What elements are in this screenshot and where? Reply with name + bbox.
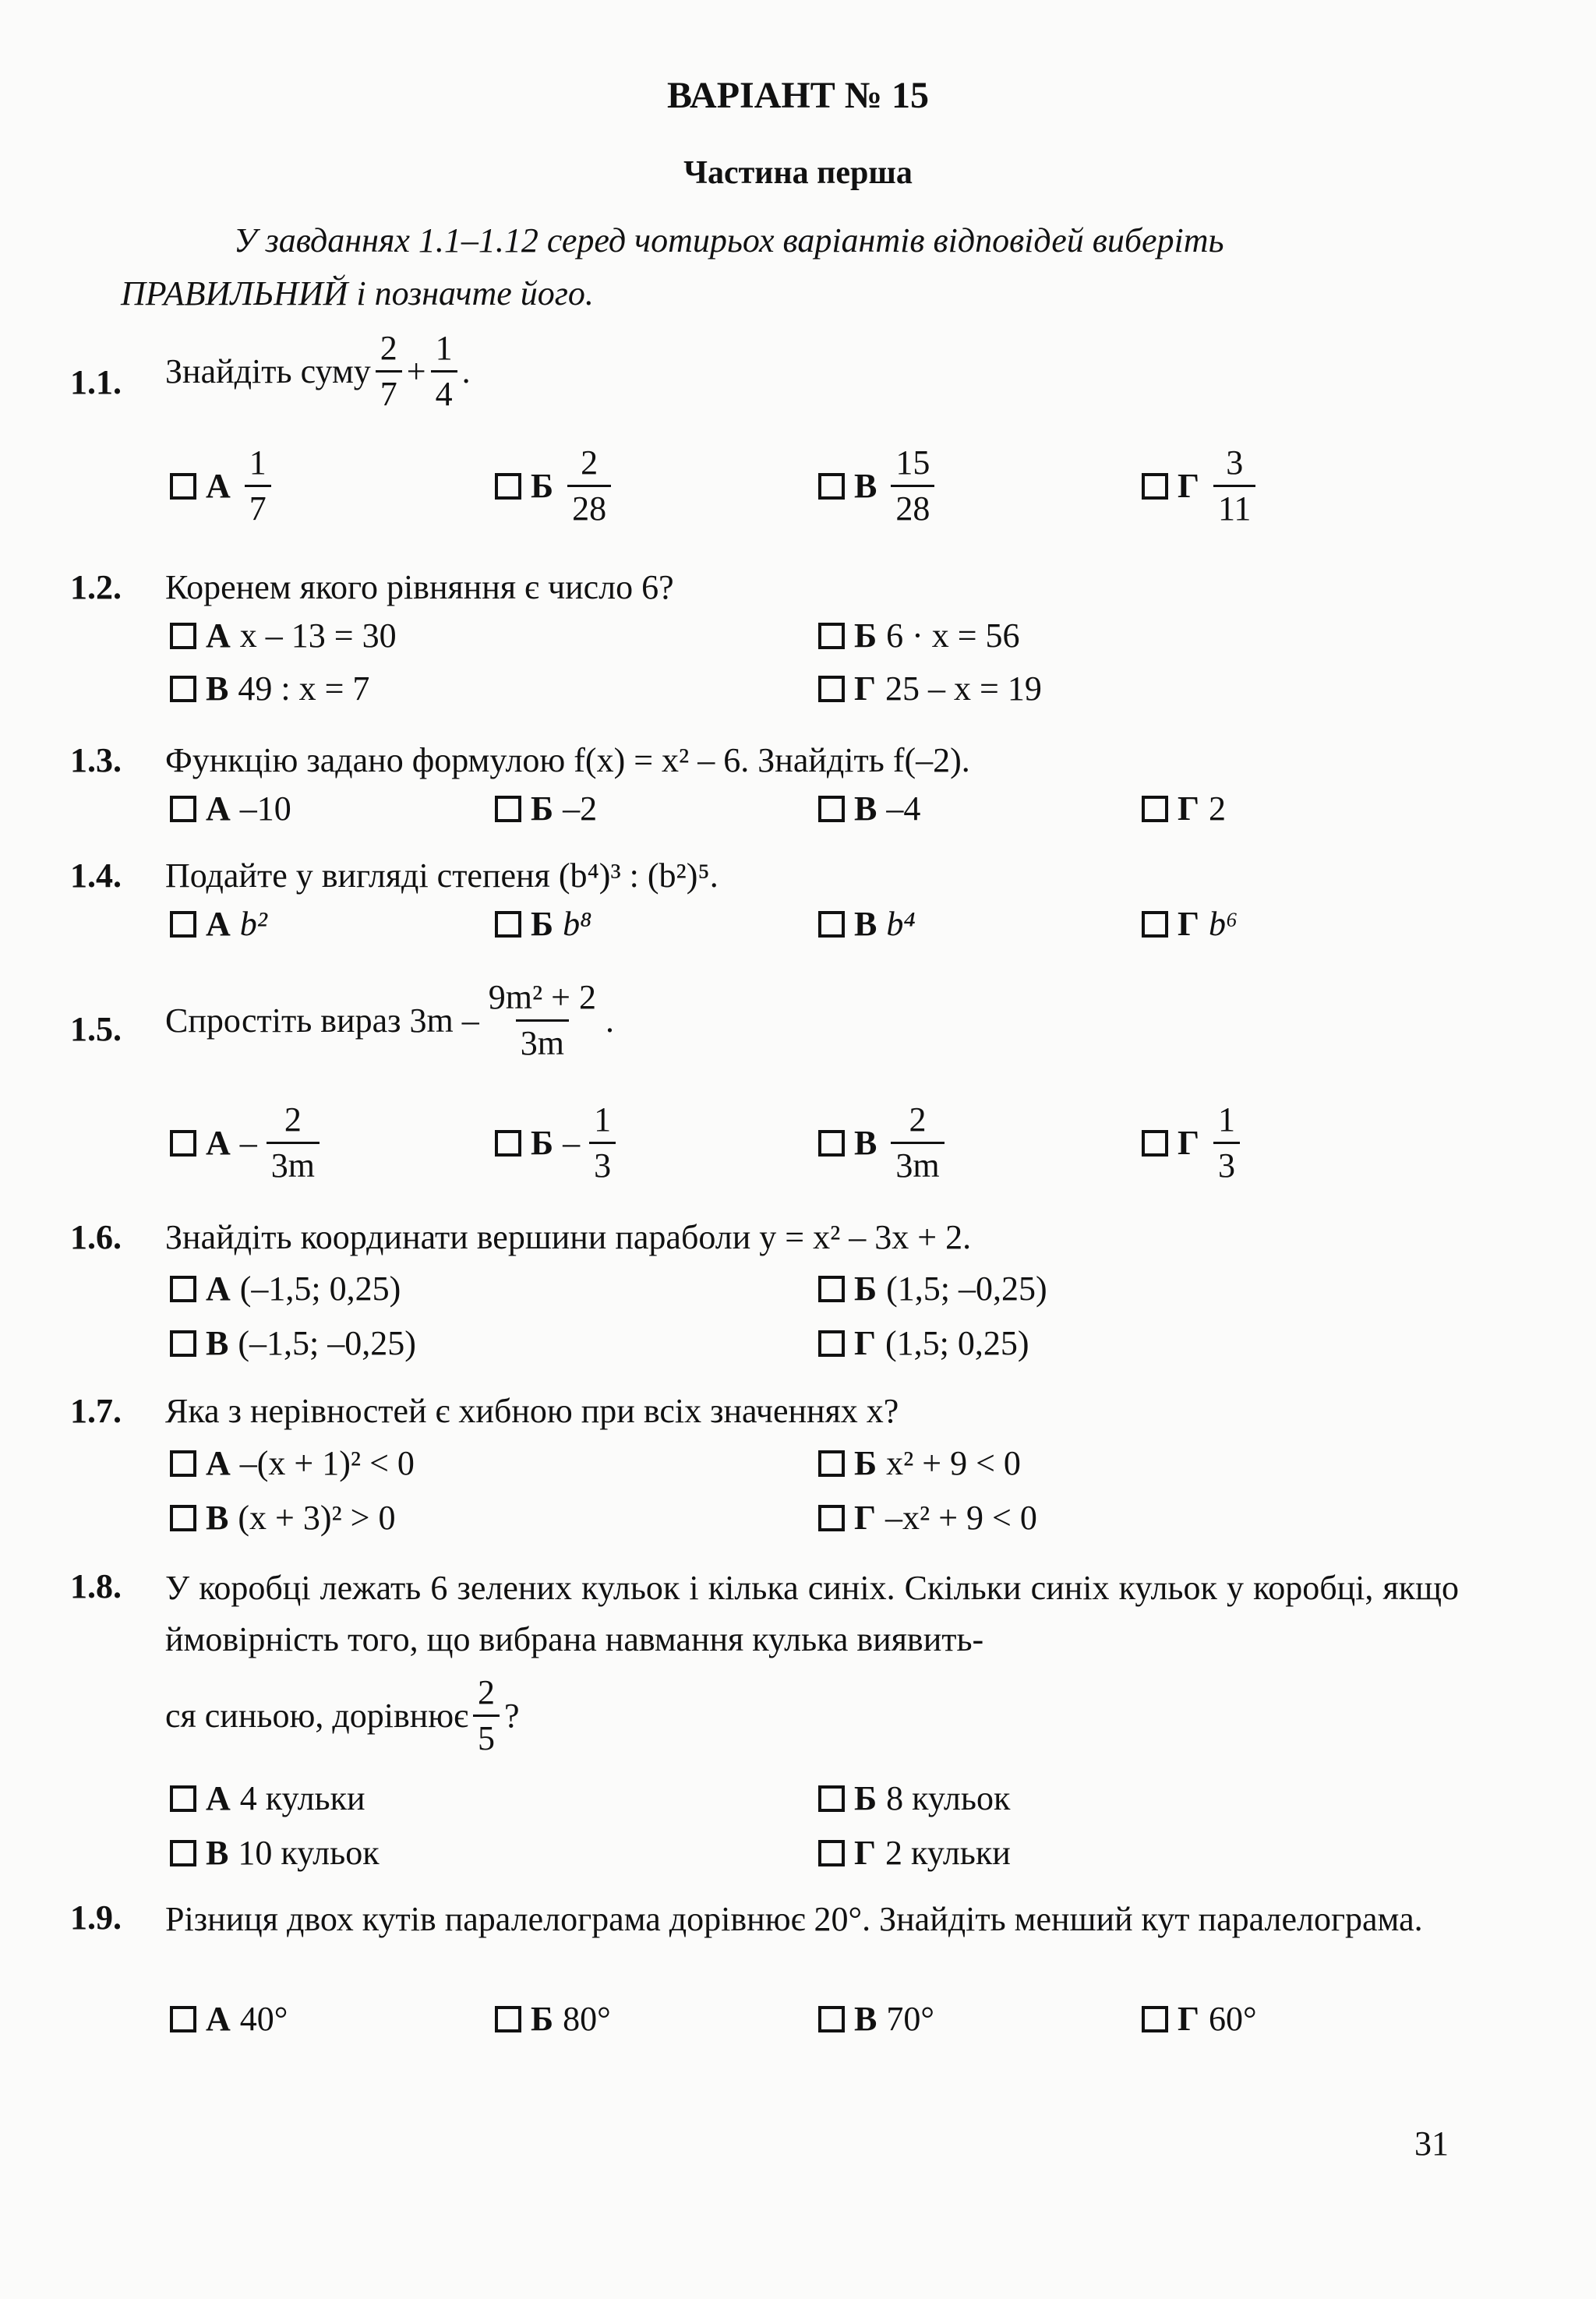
answer-option-g[interactable] [1142,1999,1257,2039]
question-label: Знайдіть суму [165,352,371,390]
option-letter: Г [1178,2000,1199,2038]
fraction [589,1100,616,1185]
checkbox[interactable] [495,473,521,500]
denominator: 7 [245,485,271,526]
checkbox[interactable] [170,1840,196,1866]
option-letter: В [206,1834,229,1872]
checkbox[interactable] [818,796,845,822]
option-text: 80° [563,2000,611,2038]
part-subtitle: Частина перша [683,155,913,191]
denominator: 3m [516,1019,569,1061]
option-text: b⁴ [886,905,916,943]
option-letter: А [206,616,231,655]
answer-option-a[interactable] [170,443,276,528]
option-letter: Г [854,1324,876,1362]
option-text: (x + 3)² > 0 [238,1499,396,1537]
option-letter: Б [531,2000,554,2038]
fraction [891,443,934,528]
option-letter: Г [854,669,876,708]
option-text: –2 [563,789,598,828]
variant-title: ВАРІАНТ № 15 [667,75,929,116]
option-text: 2 [1209,789,1226,828]
question-text: Коренем якого рівняння є число 6? [165,568,674,606]
checkbox[interactable] [170,911,196,938]
checkbox[interactable] [170,473,196,500]
answer-option-v[interactable] [170,1323,416,1363]
answer-option-g[interactable] [818,1323,1029,1363]
answer-option-b[interactable] [495,789,597,828]
option-text: b² [239,905,267,943]
option-letter: В [206,1499,229,1537]
question-text: Знайдіть координати вершини параболи y = x² – 3x + 2. [165,1218,972,1256]
denominator: 7 [376,370,402,411]
question-text: У коробці лежать 6 зелених кульок і кілька синіх. Скільки синіх кульок у коробці, якщо ймовірність того, що вибрана навмання кулька виявить- [165,1569,1459,1658]
fraction [473,1673,500,1757]
fraction [1213,1100,1240,1185]
checkbox[interactable] [818,911,845,938]
option-text: –10 [239,789,291,828]
option-letter: В [206,669,229,708]
answer-option-v[interactable] [818,443,939,528]
question-number: 1.9. [70,1898,122,1937]
numerator: 1 [249,443,267,482]
option-letter: В [206,1324,229,1362]
question-number: 1.2. [70,568,122,606]
fraction [567,443,611,528]
checkbox[interactable] [495,911,521,938]
answer-option-g[interactable] [818,1498,1037,1538]
numerator: 1 [594,1100,612,1139]
checkbox[interactable] [1142,1130,1168,1157]
option-text: 4 кульки [239,1779,365,1817]
checkbox[interactable] [170,623,196,649]
fraction [891,1100,944,1185]
numerator: 1 [1218,1100,1235,1139]
option-text: (1,5; –0,25) [886,1270,1047,1308]
answer-option-v[interactable] [818,1100,949,1185]
fraction [1213,443,1255,528]
checkbox[interactable] [170,1450,196,1477]
denominator: 3m [267,1142,320,1183]
checkbox[interactable] [818,2006,845,2032]
denominator: 4 [431,370,457,411]
answer-option-g[interactable] [1142,1100,1245,1185]
page-number: 31 [1414,2124,1449,2163]
period: . [605,1001,614,1040]
checkbox[interactable] [1142,911,1168,938]
option-text: 49 : x = 7 [238,669,370,708]
fraction [245,443,271,528]
answer-option-g[interactable] [818,669,1042,708]
checkbox[interactable] [818,1450,845,1477]
fraction [267,1100,320,1185]
period: . [461,352,471,390]
answer-option-b[interactable] [818,1778,1010,1818]
question-text: Подайте у вигляді степеня (b⁴)³ : (b²)⁵. [165,856,719,895]
answer-option-a[interactable] [170,789,291,828]
denominator: 5 [473,1715,500,1756]
checkbox[interactable] [170,1785,196,1812]
option-letter: А [206,905,231,943]
checkbox[interactable] [818,473,845,500]
option-letter: Г [1178,1124,1199,1162]
checkbox[interactable] [170,1276,196,1302]
answer-option-a[interactable] [170,616,397,655]
checkbox[interactable] [495,1130,521,1157]
option-text: –4 [886,789,921,828]
option-letter: А [206,2000,231,2038]
option-text: 10 кульок [238,1834,380,1872]
answer-option-a[interactable] [170,1443,415,1483]
checkbox[interactable] [818,623,845,649]
answer-option-b[interactable] [818,1269,1047,1308]
option-text: 60° [1209,2000,1257,2038]
answer-option-b[interactable] [818,1443,1021,1483]
checkbox[interactable] [170,796,196,822]
numerator: 2 [581,443,598,482]
option-letter: А [206,1270,231,1308]
denominator: 3 [1213,1142,1240,1183]
checkbox[interactable] [818,1840,845,1866]
question-label: Спростіть вираз 3m – [165,1001,479,1040]
checkbox[interactable] [818,676,845,702]
denominator: 28 [567,485,611,526]
option-text: 2 кульки [885,1834,1011,1872]
option-text: x² + 9 < 0 [886,1444,1021,1482]
option-letter: В [854,1124,877,1162]
minus-sign: – [239,1124,257,1162]
denominator: 28 [891,485,934,526]
option-letter: Б [854,1444,877,1482]
answer-option-v[interactable] [818,789,920,828]
answer-option-g[interactable] [1142,904,1238,944]
option-letter: В [854,467,877,505]
option-text: b⁶ [1209,905,1238,943]
answer-option-a[interactable] [170,1778,365,1818]
answer-option-a[interactable] [170,904,267,944]
question-text [165,980,614,1061]
checkbox[interactable] [818,1276,845,1302]
option-text: (–1,5; 0,25) [239,1270,401,1308]
answer-option-b[interactable] [495,1100,620,1185]
option-text: (1,5; 0,25) [885,1324,1029,1362]
option-text: b⁸ [563,905,592,943]
operator: + [406,352,426,390]
answer-option-b[interactable] [495,443,616,528]
answer-option-b[interactable] [495,904,591,944]
checkbox[interactable] [170,1130,196,1157]
option-letter: Б [854,1270,877,1308]
option-text: (–1,5; –0,25) [238,1324,416,1362]
checkbox[interactable] [170,1330,196,1357]
option-letter: Б [854,1779,877,1817]
answer-option-g[interactable] [818,1833,1011,1873]
answer-option-g[interactable] [1142,789,1226,828]
numerator: 1 [435,329,453,367]
fraction [376,331,402,411]
option-letter: Б [531,1124,554,1162]
option-letter: В [854,905,877,943]
numerator: 3 [1226,443,1244,482]
option-letter: Б [531,467,554,505]
option-text: 25 – x = 19 [885,669,1042,708]
numerator: 2 [478,1673,496,1711]
checkbox[interactable] [818,1330,845,1357]
instructions: У завданнях 1.1–1.12 серед чотирьох варіантів відповідей виберіть ПРАВИЛЬНИЙ і позначте його. [121,221,1224,313]
answer-option-b[interactable] [495,1999,611,2039]
question-number: 1.7. [70,1392,122,1430]
checkbox[interactable] [818,1130,845,1157]
numerator: 9m² + 2 [488,978,596,1016]
option-text: –(x + 1)² < 0 [239,1444,415,1482]
checkbox[interactable] [1142,473,1168,500]
option-letter: Г [854,1834,876,1872]
checkbox[interactable] [170,2006,196,2032]
answer-option-a[interactable] [170,1269,401,1308]
numerator: 2 [909,1100,927,1139]
option-text: –x² + 9 < 0 [885,1499,1037,1537]
answer-option-a[interactable] [170,1100,324,1185]
question-number: 1.8. [70,1567,122,1605]
denominator: 3 [589,1142,616,1183]
answer-option-v[interactable] [170,1498,395,1538]
option-letter: А [206,467,231,505]
checkbox[interactable] [170,676,196,702]
answer-option-a[interactable] [170,1999,288,2039]
question-text [165,331,471,411]
option-letter: Б [854,616,877,655]
question-mark: ? [504,1697,520,1735]
answer-option-v[interactable] [818,1999,934,2039]
option-letter: Г [1178,467,1199,505]
denominator: 11 [1213,485,1255,526]
option-letter: Г [1178,789,1199,828]
answer-option-g[interactable] [1142,443,1260,528]
checkbox[interactable] [1142,2006,1168,2032]
option-letter: А [206,1779,231,1817]
fraction [431,331,457,411]
option-text: 70° [886,2000,934,2038]
question-number: 1.4. [70,856,122,895]
checkbox[interactable] [1142,796,1168,822]
answer-option-v[interactable] [170,1833,380,1873]
minus-sign: – [563,1124,581,1162]
fraction [484,980,601,1061]
answer-option-b[interactable] [818,616,1020,655]
option-letter: В [854,2000,877,2038]
checkbox[interactable] [495,2006,521,2032]
question-number: 1.5. [70,1010,122,1048]
checkbox[interactable] [818,1505,845,1531]
numerator: 2 [380,329,397,367]
option-letter: А [206,789,231,828]
checkbox[interactable] [495,796,521,822]
question-number: 1.6. [70,1218,122,1256]
question-number: 1.1. [70,363,122,401]
option-letter: А [206,1444,231,1482]
option-letter: А [206,1124,231,1162]
answer-option-v[interactable] [170,669,369,708]
question-text-continued [165,1673,520,1757]
checkbox[interactable] [170,1505,196,1531]
numerator: 15 [895,443,930,482]
option-letter: Б [531,905,554,943]
question-number: 1.3. [70,741,122,779]
checkbox[interactable] [818,1785,845,1812]
option-text: 8 кульок [886,1779,1011,1817]
option-text: 40° [239,2000,288,2038]
option-letter: В [854,789,877,828]
option-letter: Г [854,1499,876,1537]
question-label: ся синьою, дорівнює [165,1697,469,1735]
answer-option-v[interactable] [818,904,916,944]
option-text: x – 13 = 30 [239,616,397,655]
option-letter: Г [1178,905,1199,943]
question-text: Яка з нерівностей є хибною при всіх значеннях x? [165,1392,899,1430]
numerator: 2 [284,1100,302,1139]
question-text: Різниця двох кутів паралелограма дорівнює 20°. Знайдіть менший кут паралелограма. [165,1900,1423,1938]
option-letter: Б [531,789,554,828]
option-text: 6 · x = 56 [886,616,1020,655]
denominator: 3m [891,1142,944,1183]
question-text: Функцію задано формулою f(x) = x² – 6. Знайдіть f(–2). [165,741,970,779]
